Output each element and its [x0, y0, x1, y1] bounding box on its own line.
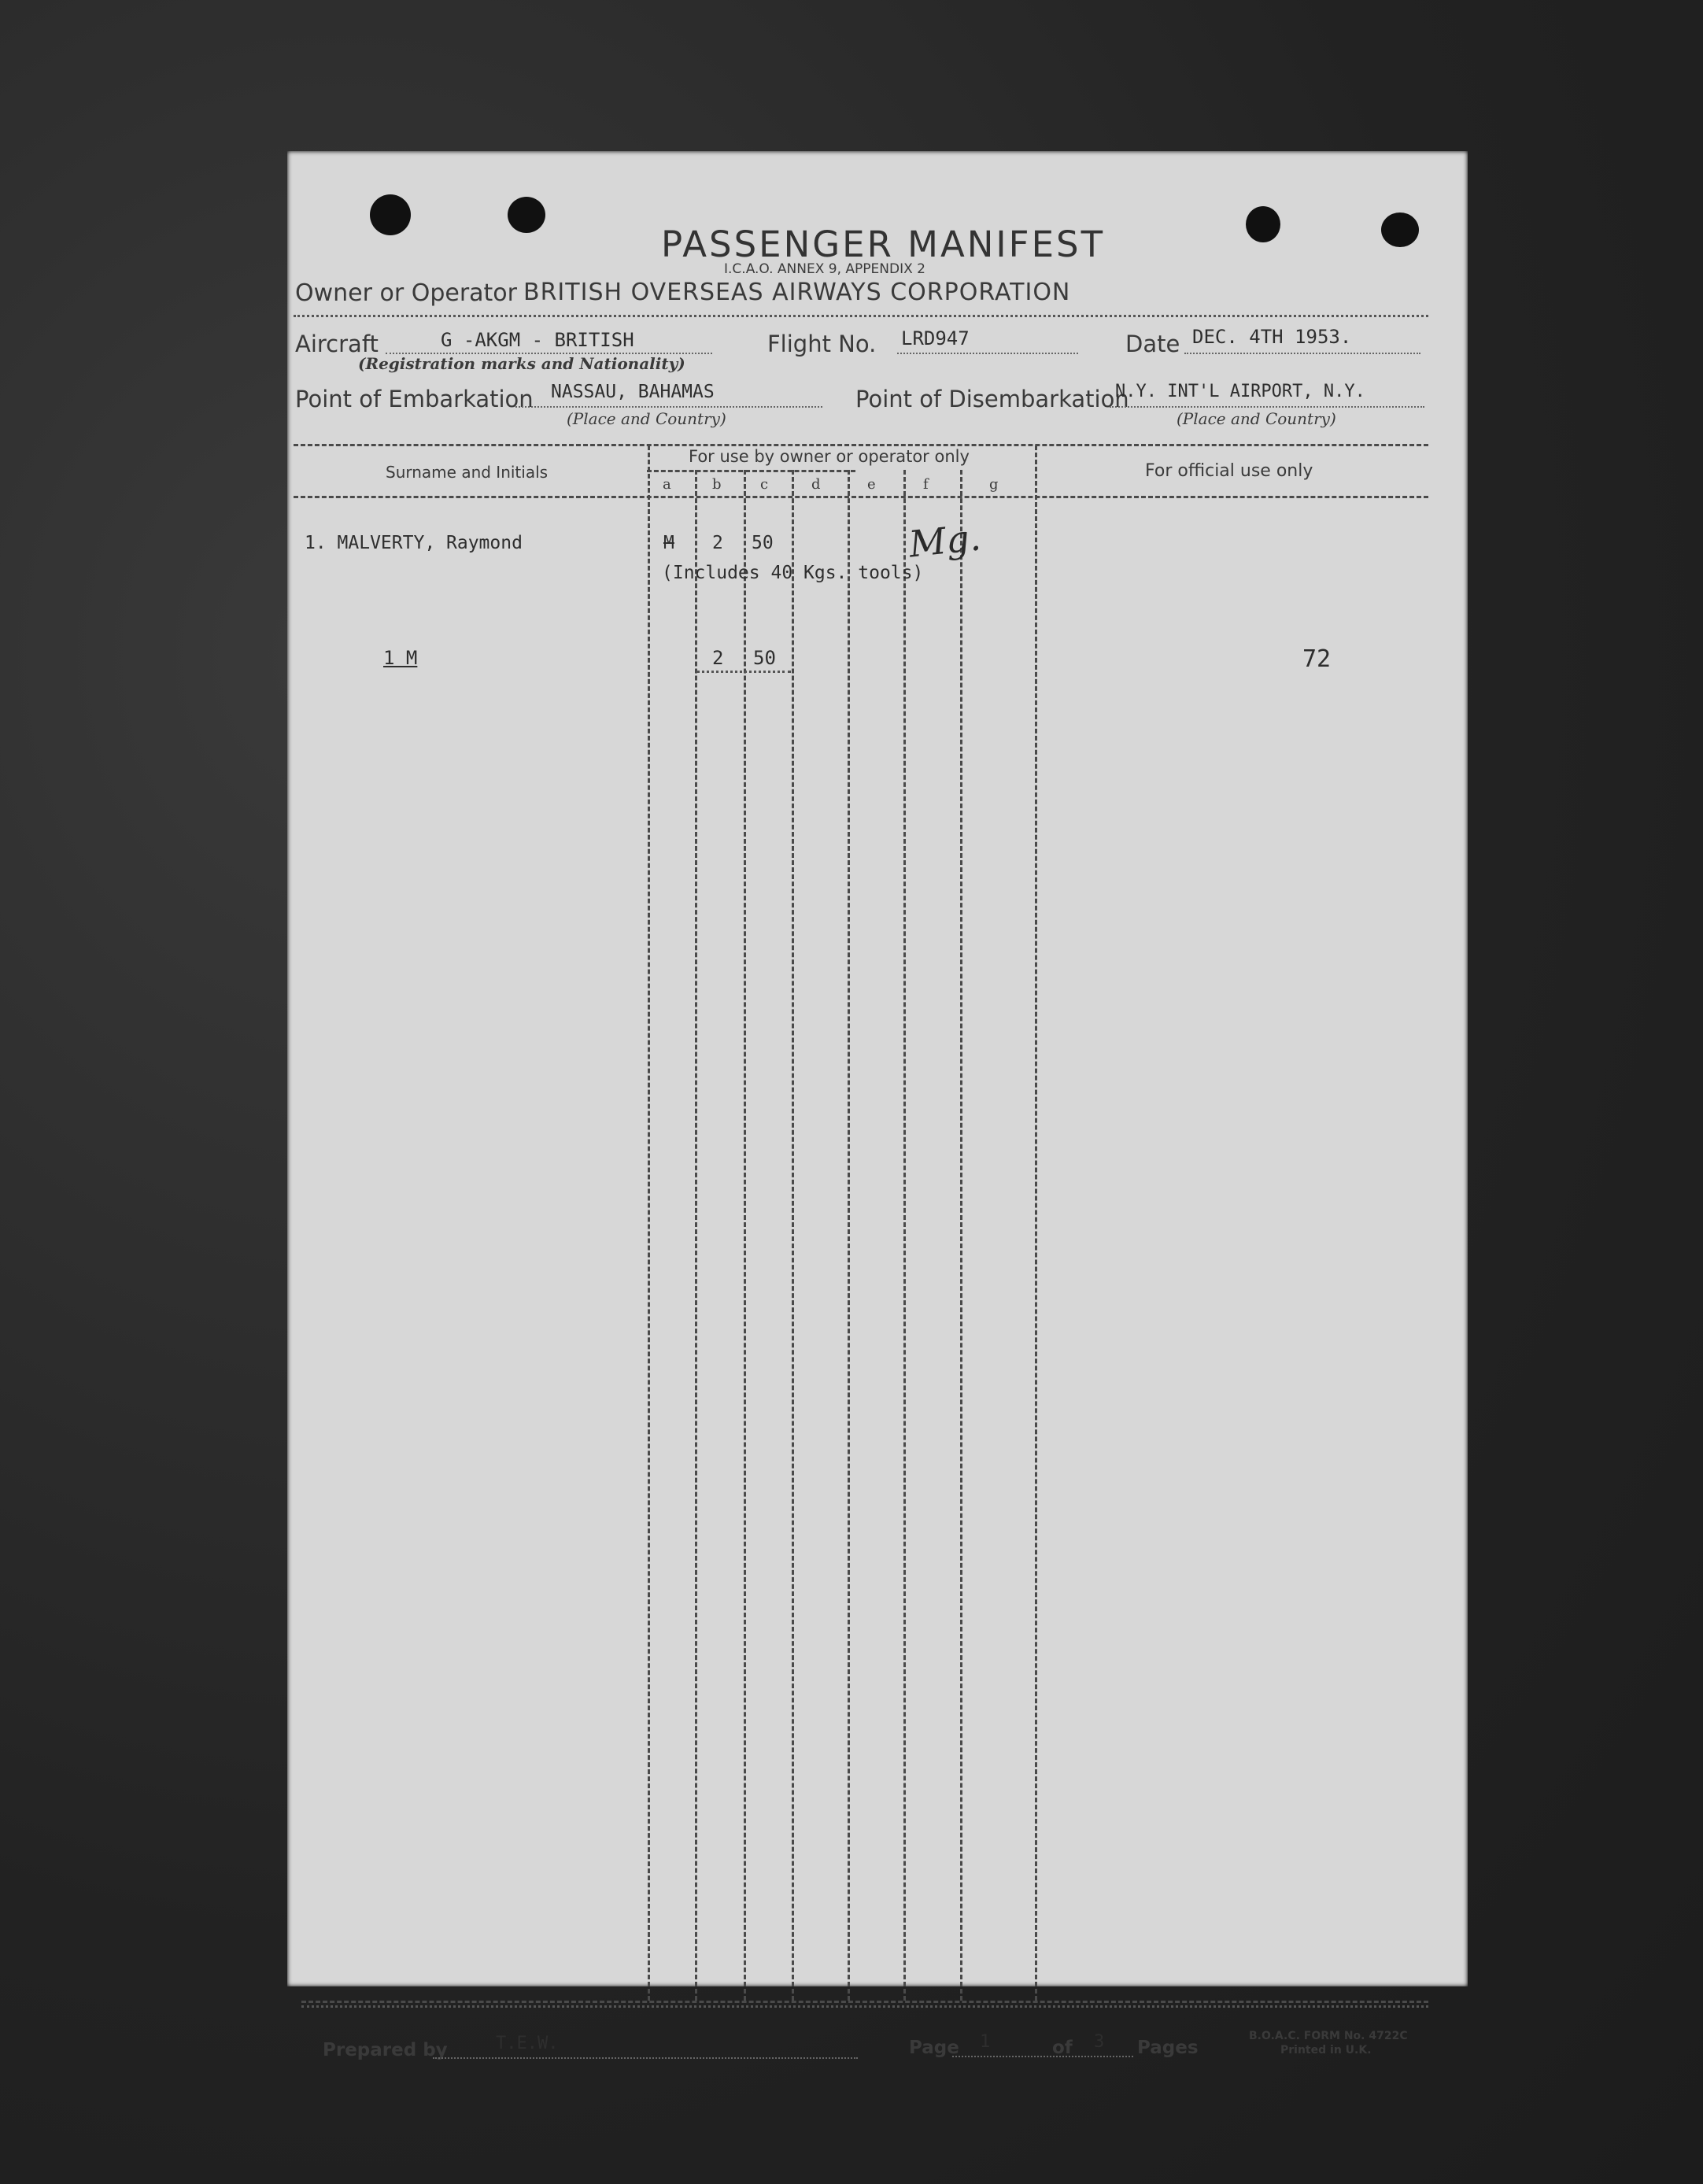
disembark-label: Point of Disembarkation	[855, 386, 1129, 412]
flight-underline	[897, 353, 1078, 354]
owner-label: Owner or Operator	[295, 279, 517, 307]
col-operator-header: For use by owner or operator only	[689, 447, 970, 466]
aircraft-sub: (Registration marks and Nationality)	[358, 354, 685, 373]
passenger-note: (Includes 40 Kgs. tools)	[662, 563, 924, 583]
flight-value: LRD947	[901, 327, 970, 349]
embark-value: NASSAU, BAHAMAS	[551, 382, 715, 402]
totals-col-b: 2	[712, 647, 724, 669]
col-line	[648, 445, 650, 2001]
subcol-b: b	[712, 476, 722, 493]
embark-underline	[515, 406, 822, 408]
aircraft-value: G -AKGM - BRITISH	[441, 329, 634, 351]
subcol-d: d	[811, 476, 821, 493]
page-underline	[952, 2056, 1133, 2057]
punch-hole	[1381, 212, 1419, 247]
official-initials: Mg.	[907, 516, 983, 566]
totals-official: 72	[1302, 645, 1332, 673]
aircraft-label: Aircraft	[295, 331, 379, 357]
divider	[294, 315, 1428, 317]
prepared-value: T.E.W.	[496, 2034, 559, 2053]
col-line	[960, 470, 962, 2001]
subcol-a: a	[663, 476, 671, 493]
flight-label: Flight No.	[767, 331, 877, 357]
col-line	[695, 470, 697, 2001]
col-official-header: For official use only	[1145, 461, 1313, 481]
date-underline	[1184, 353, 1420, 354]
col-line	[792, 470, 794, 2001]
totals-underline	[696, 671, 791, 673]
owner-value: BRITISH OVERSEAS AIRWAYS CORPORATION	[523, 279, 1071, 306]
totals-col-c: 50	[753, 647, 776, 669]
punch-hole	[508, 197, 545, 233]
disembark-value: N.Y. INT'L AIRPORT, N.Y.	[1115, 382, 1365, 401]
of-label: of	[1052, 2038, 1073, 2058]
printed-in: Printed in U.K.	[1280, 2044, 1372, 2057]
manifest-sheet	[287, 151, 1468, 2060]
page-label: Page	[909, 2038, 959, 2058]
passenger-name: 1. MALVERTY, Raymond	[305, 533, 523, 553]
subcol-c: c	[760, 476, 769, 493]
subcol-f: f	[923, 476, 929, 493]
subcol-g: g	[989, 476, 999, 493]
disembark-underline	[1110, 406, 1424, 408]
totals-label: 1 M	[383, 647, 418, 669]
passenger-col-a: M	[663, 533, 674, 553]
embark-sub: (Place and Country)	[567, 409, 726, 428]
subcol-e: e	[867, 476, 876, 493]
date-value: DEC. 4TH 1953.	[1192, 326, 1352, 348]
form-annex: I.C.A.O. ANNEX 9, APPENDIX 2	[724, 261, 925, 277]
table-header-bottom-line	[294, 496, 1428, 498]
passenger-col-b: 2	[712, 533, 723, 553]
form-title: PASSENGER MANIFEST	[661, 224, 1106, 265]
footer-line	[301, 2001, 1428, 2003]
table-subheader-line	[647, 470, 855, 472]
disembark-sub: (Place and Country)	[1177, 409, 1336, 428]
footer-line-2	[301, 2005, 1428, 2008]
date-label: Date	[1125, 331, 1180, 357]
punch-hole	[370, 194, 411, 235]
passenger-col-c: 50	[752, 533, 774, 553]
col-line	[903, 470, 906, 2001]
col-line	[848, 470, 850, 2001]
pages-label: Pages	[1137, 2038, 1199, 2058]
page-value: 1	[980, 2032, 991, 2052]
prepared-label: Prepared by	[323, 2040, 448, 2060]
of-value: 3	[1094, 2032, 1105, 2052]
table-top-line	[294, 444, 1428, 446]
col-line	[1035, 445, 1037, 2001]
col-surname-header: Surname and Initials	[386, 463, 549, 482]
punch-hole	[1246, 206, 1280, 242]
form-number: B.O.A.C. FORM No. 4722C	[1249, 2030, 1408, 2042]
embark-label: Point of Embarkation	[295, 386, 534, 412]
col-line	[744, 470, 746, 2001]
prepared-underline	[433, 2057, 858, 2059]
